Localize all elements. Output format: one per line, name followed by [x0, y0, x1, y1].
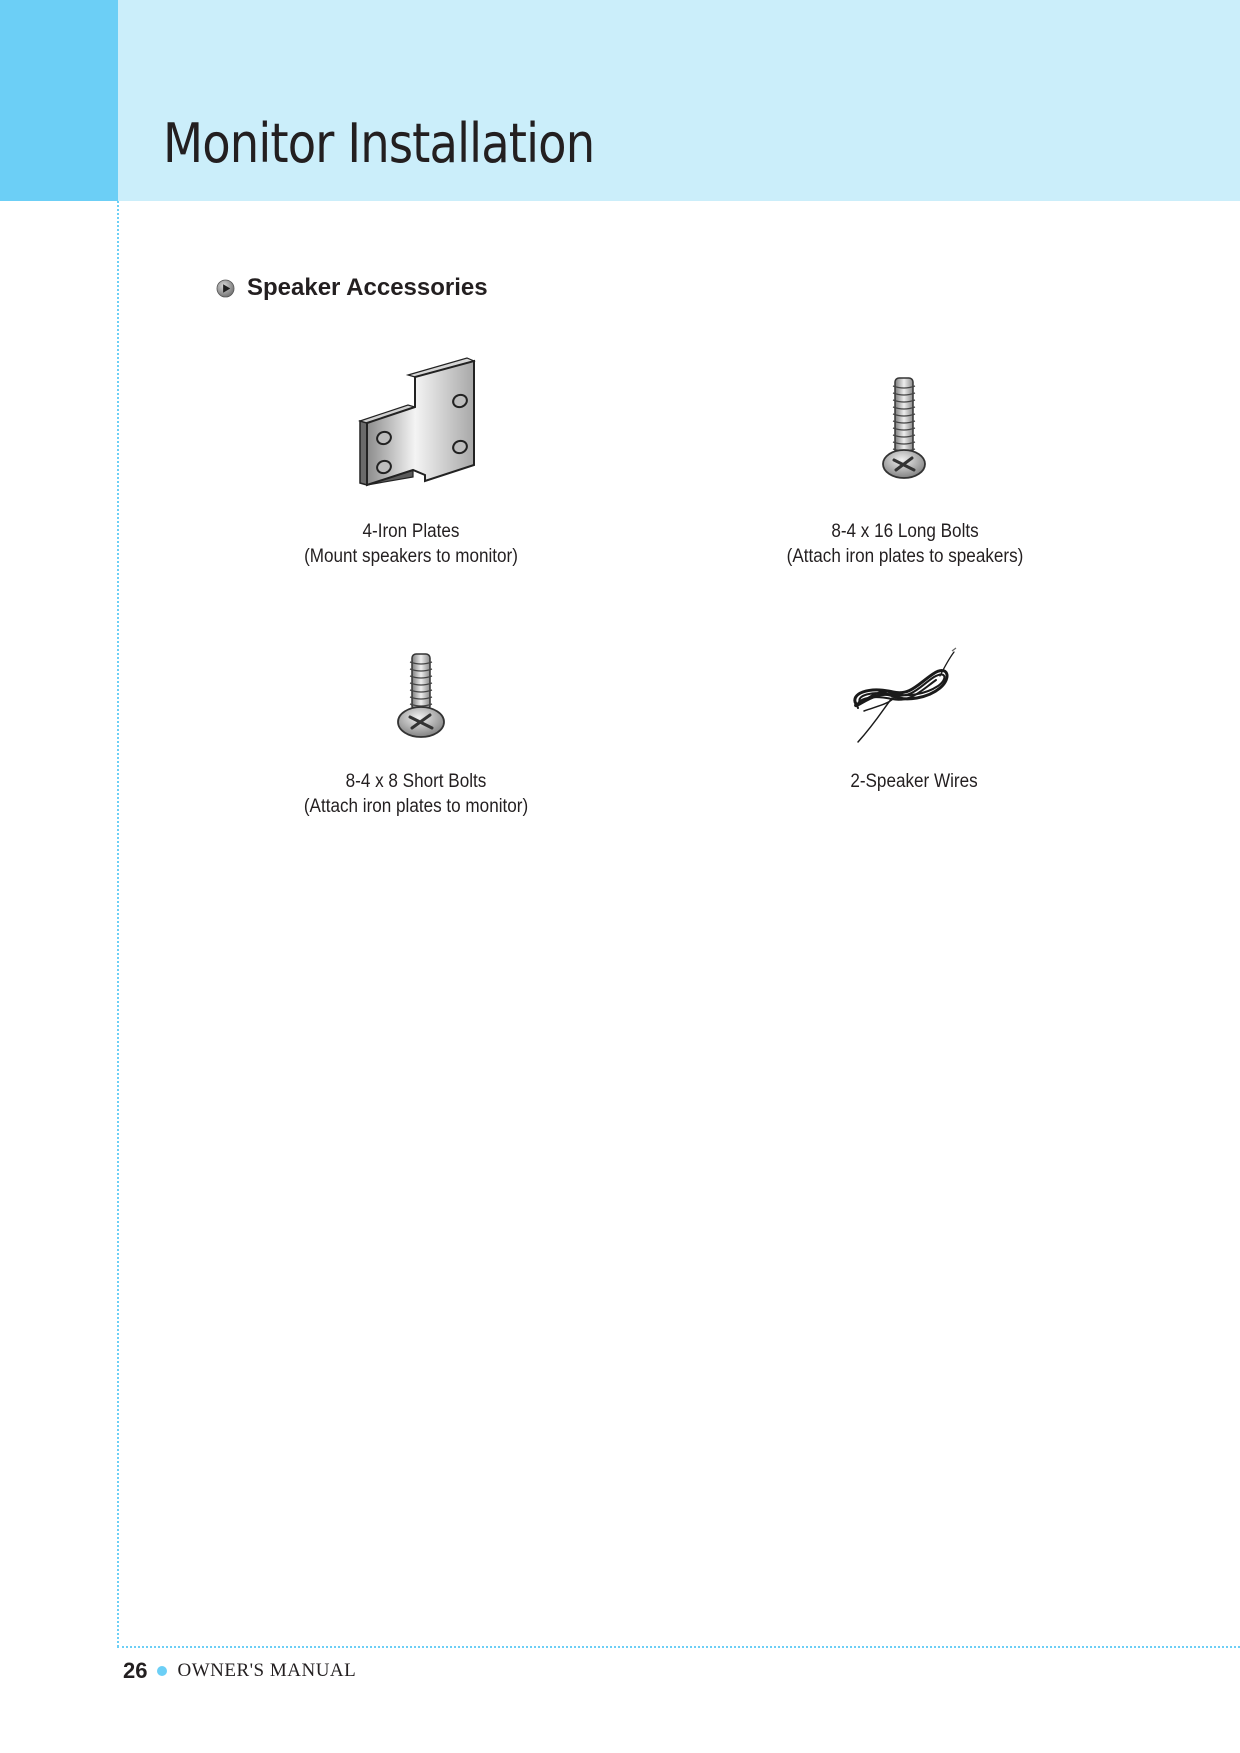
item-name: 2-Speaker Wires	[850, 771, 978, 792]
item-note: (Attach iron plates to monitor)	[303, 796, 529, 817]
play-bullet-icon	[216, 279, 235, 298]
item-name: 8-4 x 8 Short Bolts	[345, 771, 487, 792]
footer-label: OWNER'S MANUAL	[177, 1660, 357, 1681]
page-title: Monitor Installation	[163, 112, 595, 175]
left-dotted-rule	[117, 201, 119, 1647]
speaker-wire-icon	[848, 646, 958, 746]
iron-plates-caption	[222, 519, 600, 569]
item-name: 4-Iron Plates	[362, 521, 460, 542]
iron-plate-icon	[355, 355, 485, 490]
long-bolts-caption	[716, 519, 1094, 569]
bottom-dotted-rule	[117, 1646, 1240, 1648]
item-name: 8-4 x 16 Long Bolts	[831, 521, 979, 542]
item-note: (Attach iron plates to speakers)	[786, 546, 1024, 567]
footer-dot-icon	[157, 1666, 167, 1676]
item-note: (Mount speakers to monitor)	[304, 546, 518, 567]
short-bolt-icon	[391, 650, 451, 740]
long-bolt-icon	[874, 374, 934, 482]
page-number: 26	[123, 1658, 148, 1683]
short-bolts-caption	[227, 769, 605, 819]
speaker-wires-caption	[725, 769, 1103, 794]
page-footer	[123, 1658, 356, 1684]
header-accent-tab	[0, 0, 118, 201]
section-title: Speaker Accessories	[247, 274, 488, 301]
section-heading	[216, 274, 488, 302]
